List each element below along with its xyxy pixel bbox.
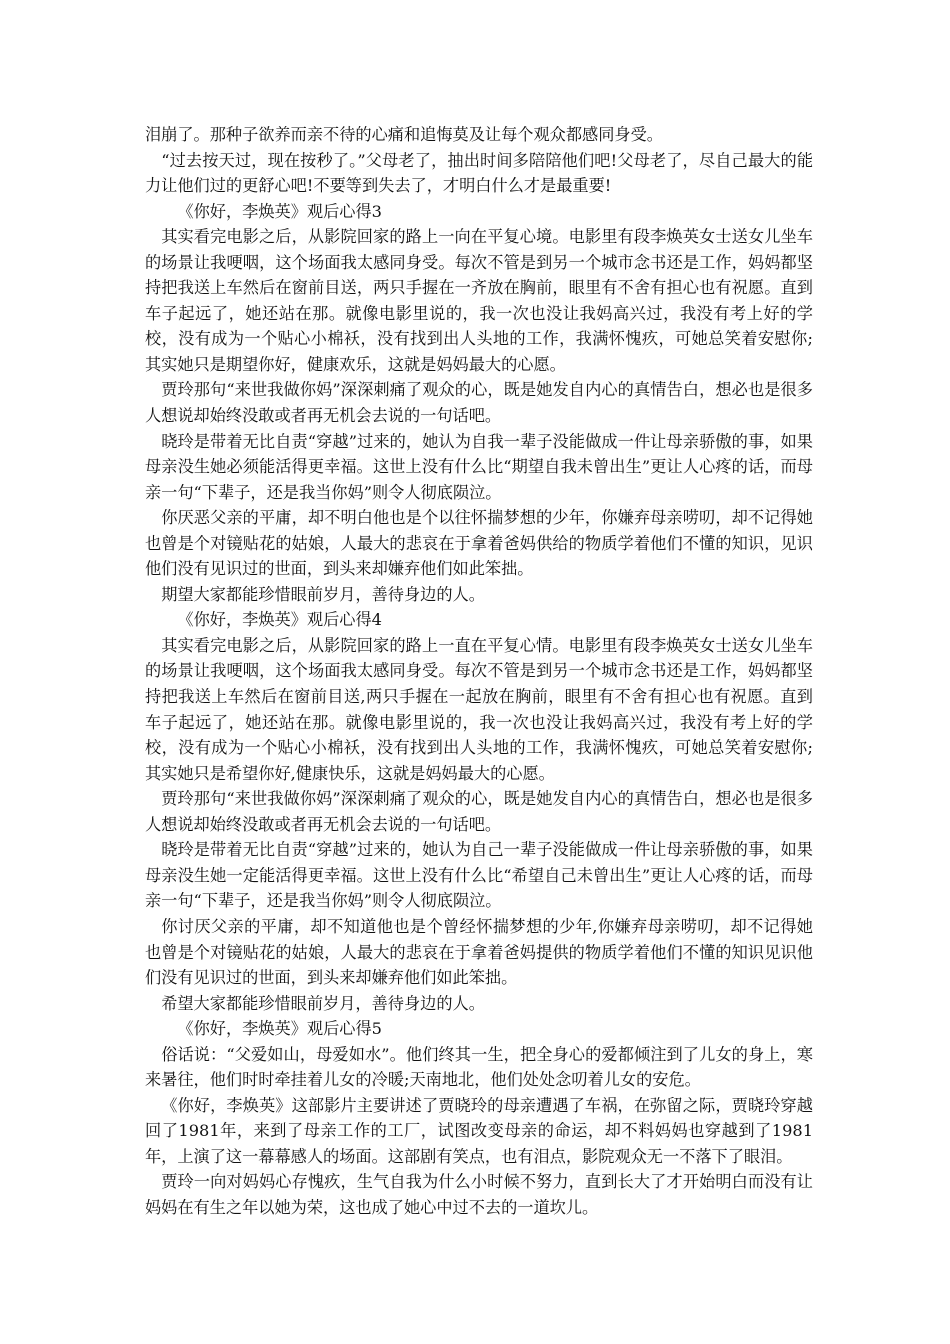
paragraph-s5-regret: 贾玲一向对妈妈心存愧疚，生气自我为什么小时候不努力，直到长大了才开始明白而没有让妈妈在有生之年以她为荣，这也成了她心中过不去的一道坎儿。 bbox=[145, 1172, 813, 1217]
paragraph-s4-station: 其实看完电影之后，从影院回家的路上一直在平复心情。电影里有段李焕英女士送女儿坐车的场景让我哽咽，这个场面我太感同身受。每次不管是到另一个城市念书还是工作，妈妈都坚持把我送上车然后在窗前目送,两只手握在一起放在胸前，眼里有不舍有担心也有祝愿。直到车子起远了，她还站在那。就像电影里说的，我一次也没让我妈高兴过，我没有考上好的学校，没有成为一个贴心小棉袄，没有找到出人头地的工作，我满怀愧疚，可她总笑着安慰你;其实她只是希望你好,健康快乐，这就是妈妈最大的心愿。 bbox=[145, 635, 813, 783]
paragraph-s5-proverb: 俗话说：“父爱如山，母爱如水”。他们终其一生，把全身心的爱都倾注到了儿女的身上，寒来暑往，他们时时牵挂着儿女的冷暖;天南地北，他们处处念叨着儿女的安危。 bbox=[145, 1044, 813, 1090]
section-heading-5: 《你好，李焕英》观后心得5 bbox=[177, 1019, 382, 1039]
paragraph-s4-closing: 希望大家都能珍惜眼前岁月，善待身边的人。 bbox=[161, 993, 485, 1013]
paragraph-s3-closing: 期望大家都能珍惜眼前岁月，善待身边的人。 bbox=[161, 584, 485, 604]
paragraph-s4-quote: 贾玲那句“来世我做你妈”深深刺痛了观众的心，既是她发自内心的真情告白，想必也是很多人想说却始终没敢或者再无机会去说的一句话吧。 bbox=[145, 789, 813, 834]
paragraph-s3-parents: 你厌恶父亲的平庸，却不明白他也是个以往怀揣梦想的少年，你嫌弃母亲唠叨，却不记得她也曾是个对镜贴花的姑娘，人最大的悲哀在于拿着爸妈供给的物质学着他们不懂的知识，见识他们没有见识过的世面，到头来却嫌弃他们如此笨拙。 bbox=[145, 508, 813, 579]
section-heading-3: 《你好，李焕英》观后心得3 bbox=[177, 201, 382, 221]
paragraph-s3-station: 其实看完电影之后，从影院回家的路上一向在平复心境。电影里有段李焕英女士送女儿坐车的场景让我哽咽，这个场面我太感同身受。每次不管是到另一个城市念书还是工作，妈妈都坚持把我送上车然后在窗前目送，两只手握在一齐放在胸前，眼里有不舍有担心也有祝愿。直到车子起远了，她还站在那。就像电影里说的，我一次也没让我妈高兴过，我没有考上好的学校，没有成为一个贴心小棉袄，没有找到出人头地的工作，我满怀愧疚，可她总笑着安慰你;其实她只是期望你好，健康欢乐，这就是妈妈最大的心愿。 bbox=[145, 227, 813, 374]
paragraph-s3-quote: 贾玲那句“来世我做你妈”深深刺痛了观众的心，既是她发自内心的真情告白，想必也是很多人想说却始终没敢或者再无机会去说的一句话吧。 bbox=[145, 380, 813, 426]
paragraph-s4-guilt: 晓玲是带着无比自责“穿越”过来的，她认为自己一辈子没能做成一件让母亲骄傲的事，如果母亲没生她一定能活得更幸福。这世上没有什么比“希望自己未曾出生”更让人心疼的话，而母亲一句“下辈子，还是我当你妈”则令人彻底陨泣。 bbox=[145, 840, 813, 911]
paragraph-s4-parents: 你讨厌父亲的平庸，却不知道他也是个曾经怀揣梦想的少年,你嫌弃母亲唠叨，却不记得她也曾是个对镜贴花的姑娘，人最大的悲哀在于拿着爸妈提供的物质学着他们不懂的知识见识他们没有见识过的世面，到头来却嫌弃他们如此笨拙。 bbox=[145, 916, 813, 988]
paragraph-s5-synopsis: 《你好，李焕英》这部影片主要讲述了贾晓玲的母亲遭遇了车祸，在弥留之际，贾晓玲穿越回了1981年，来到了母亲工作的工厂，试图改变母亲的命运，却不料妈妈也穿越到了1981年，上演了这一幕幕感人的场面。这部剧有笑点，也有泪点，影院观众无一不落下了眼泪。 bbox=[145, 1095, 813, 1166]
document-page bbox=[145, 122, 813, 1221]
section-heading-4: 《你好，李焕英》观后心得4 bbox=[177, 610, 382, 630]
paragraph-parents-aging: “过去按天过，现在按秒了。”父母老了，抽出时间多陪陪他们吧!父母老了，尽自己最大的能力让他们过的更舒心吧!不要等到失去了，才明白什么才是最重要! bbox=[145, 150, 813, 196]
paragraph-s3-guilt: 晓玲是带着无比自责“穿越”过来的，她认为自我一辈子没能做成一件让母亲骄傲的事，如果母亲没生她必须能活得更幸福。这世上没有什么比“期望自我未曾出生”更让人心疼的话，而母亲一句“下辈子，还是我当你妈”则令人彻底陨泣。 bbox=[145, 431, 813, 502]
paragraph-intro-ending: 泪崩了。那种子欲养而亲不待的心痛和追悔莫及让每个观众都感同身受。 bbox=[145, 125, 663, 144]
